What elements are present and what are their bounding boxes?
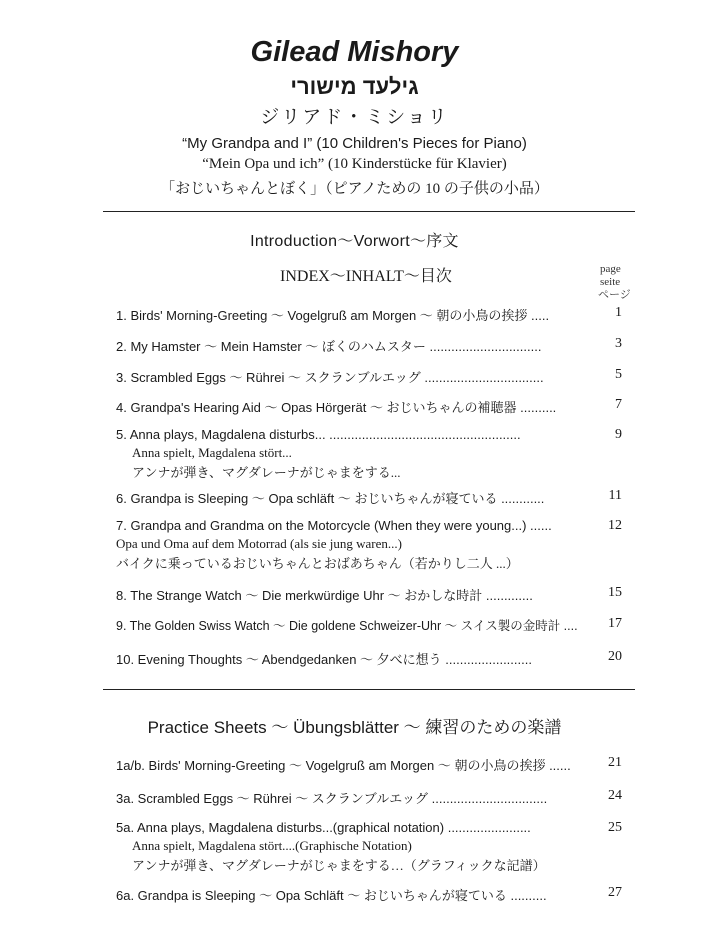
index-entry-7[interactable]: [116, 518, 622, 570]
entry-page-number: 17: [608, 616, 622, 631]
subtitle-german: “Mein Opa und ich” (10 Kinderstücke für Klavier): [202, 156, 507, 172]
entry-title: 6a. Grandpa is Sleeping ～ Opa Schläft ～ おじいちゃんが寝ている ..........: [116, 888, 547, 903]
entry-subtitle-german: Opa und Oma auf dem Motorrad (als sie jung waren...): [116, 536, 402, 551]
entry-subtitle-japanese: バイクに乗っているおじいちゃんとおばあちゃん（若かりし二人 ...）: [116, 556, 519, 571]
divider: [103, 211, 635, 212]
subtitle-english: “My Grandpa and I” (10 Children's Pieces for Piano): [182, 135, 527, 152]
entry-title: 9. The Golden Swiss Watch ～ Die goldene Schweizer-Uhr ～ スイス製の金時計 ....: [116, 619, 578, 633]
introduction-link[interactable]: Introduction～Vorwort～序文: [250, 233, 459, 250]
practice-entry-2[interactable]: [116, 788, 622, 806]
entry-title: 7. Grandpa and Grandma on the Motorcycle (When they were young...) ......: [116, 518, 552, 533]
entry-title: 5. Anna plays, Magdalena disturbs... .....................................................: [116, 427, 521, 442]
entry-page-number: 7: [615, 397, 622, 412]
practice-entry-3[interactable]: [116, 820, 622, 872]
index-entry-2[interactable]: [116, 336, 622, 354]
entry-title: 1. Birds' Morning-Greeting ～ Vogelgruß am Morgen ～ 朝の小鳥の挨拶 .....: [116, 308, 550, 323]
entry-title: 10. Evening Thoughts ～ Abendgedanken ～ 夕べに想う ........................: [116, 652, 532, 667]
index-entry-8[interactable]: [116, 585, 622, 603]
index-entry-6[interactable]: [116, 488, 622, 506]
index-entry-3[interactable]: [116, 367, 622, 385]
entry-title: 6. Grandpa is Sleeping ～ Opa schläft ～ おじいちゃんが寝ている ............: [116, 491, 545, 506]
entry-page-number: 11: [608, 488, 622, 503]
practice-entry-1[interactable]: [116, 755, 622, 773]
entry-subtitle-japanese: アンナが弾き、マグダレーナがじゃまをする…（グラフィックな記譜）: [132, 858, 546, 873]
entry-subtitle-german: Anna spielt, Magdalena stört....(Graphische Notation): [132, 838, 412, 853]
composer-name-hebrew: גילעד מישורי: [290, 74, 419, 99]
page-label-de: seite: [600, 276, 621, 288]
entry-page-number: 25: [608, 820, 622, 835]
entry-subtitle-japanese: アンナが弾き、マグダレーナがじゃまをする...: [132, 465, 401, 480]
entry-page-number: 9: [615, 427, 622, 442]
entry-title: 3a. Scrambled Eggs ～ Rührei ～ スクランブルエッグ ................................: [116, 791, 548, 806]
entry-page-number: 1: [615, 305, 622, 320]
entry-page-number: 15: [608, 585, 622, 600]
entry-page-number: 5: [615, 367, 622, 382]
page-label-ja: ページ: [598, 289, 631, 301]
entry-page-number: 24: [608, 788, 622, 803]
practice-sheets-heading: Practice Sheets ～ Übungsblätter ～ 練習のための楽譜: [147, 718, 562, 737]
index-entry-9[interactable]: [116, 616, 622, 634]
divider: [103, 689, 635, 690]
entry-page-number: 21: [608, 755, 622, 770]
index-entry-1[interactable]: [116, 305, 622, 323]
entry-title: 3. Scrambled Eggs ～ Rührei ～ スクランブルエッグ .................................: [116, 370, 544, 385]
subtitle-japanese: 「おじいちゃんとぼく」（ピアノための 10 の子供の小品）: [160, 181, 549, 197]
entry-title: 4. Grandpa's Hearing Aid ～ Opas Hörgerät ～ おじいちゃんの補聴器 ..........: [116, 400, 557, 415]
index-entry-4[interactable]: [116, 397, 622, 415]
entry-title: 8. The Strange Watch ～ Die merkwürdige Uhr ～ おかしな時計 .............: [116, 588, 533, 603]
entry-title: 1a/b. Birds' Morning-Greeting ～ Vogelgruß am Morgen ～ 朝の小鳥の挨拶 ......: [116, 758, 571, 773]
practice-entry-4[interactable]: [116, 885, 622, 903]
entry-title: 5a. Anna plays, Magdalena disturbs...(graphical notation) .......................: [116, 820, 531, 835]
entry-page-number: 27: [608, 885, 622, 900]
page-label-en: page: [600, 263, 621, 275]
entry-page-number: 12: [608, 518, 622, 533]
entry-title: 2. My Hamster ～ Mein Hamster ～ ぼくのハムスター ...............................: [116, 339, 542, 354]
index-entry-5[interactable]: [116, 427, 622, 479]
composer-name: Gilead Mishory: [250, 36, 459, 68]
index-heading: INDEX～INHALT～目次: [280, 268, 452, 285]
index-entry-10[interactable]: [116, 649, 622, 667]
composer-name-katakana: ジリアド・ミショリ: [260, 107, 449, 128]
entry-page-number: 3: [615, 336, 622, 351]
entry-page-number: 20: [608, 649, 622, 664]
entry-subtitle-german: Anna spielt, Magdalena stört...: [132, 445, 292, 460]
